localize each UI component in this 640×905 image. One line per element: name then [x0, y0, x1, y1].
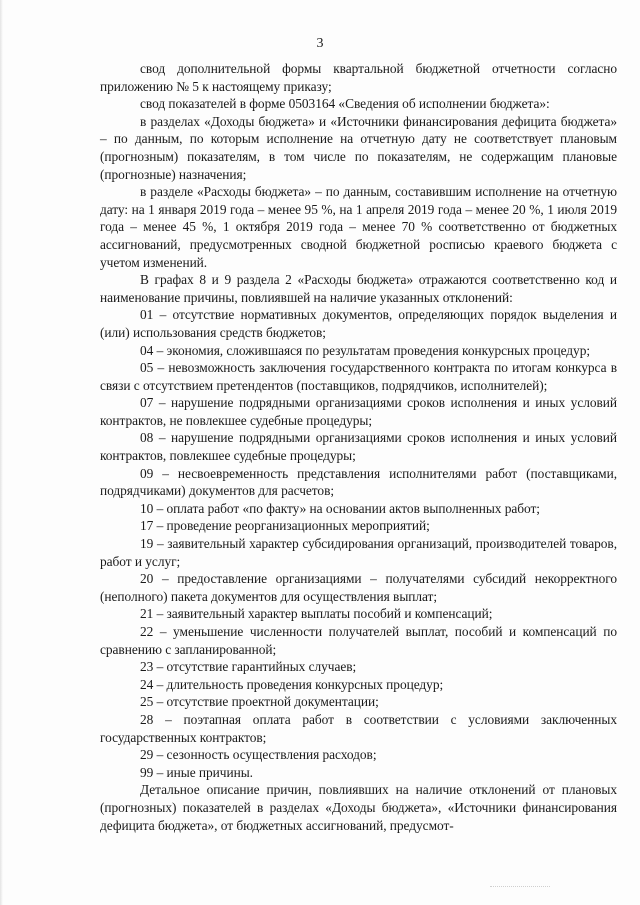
paragraph-income-sections: в разделах «Доходы бюджета» и «Источники финансирования дефицита бюджета» – по данным, по которым исполнение на отчетную дату не соответствует плановым (прогнозным) показателям, в том числе по показателям, не содержащим плановые (прогнозные) назначения;: [100, 113, 617, 182]
reason-code-17: 17 – проведение реорганизационных мероприятий;: [140, 518, 430, 534]
reason-code-28: 28 – поэтапная оплата работ в соответствии с условиями заключенных государственных контрактов;: [100, 711, 617, 745]
reason-code-08: 08 – нарушение подрядными организациями сроков исполнения и иных условий контрактов, повлекшее судебные процедуры;: [100, 430, 617, 464]
document-body: [100, 60, 617, 834]
reason-code-04: 04 – экономия, сложившаяся по результатам проведения конкурсных процедур;: [140, 342, 591, 358]
paragraph-columns-8-9: В графах 8 и 9 раздела 2 «Расходы бюджета» отражаются соответственно код и наименование причины, повлиявшей на наличие указанных отклонений:: [100, 272, 617, 305]
reason-code-99: 99 – иные причины.: [140, 764, 253, 780]
reason-code-05: 05 – невозможность заключения государственного контракта по итогам конкурса в связи с отсутствием претендентов (поставщиков, подрядчиков, исполнителей);: [100, 360, 617, 393]
page-number: 3: [316, 36, 324, 51]
paragraph-expense-section: в разделе «Расходы бюджета» – по данным, составившим исполнение на отчетную дату: на 1 января 2019 года – менее 95 %, на 1 апреля 2019 года – менее 20 %, 1 июля 2019 года – менее 45 %, 1 октября 2019 года – менее 70 % соответственно от бюджетных ассигнований, предусмотренных сводной бюджетной росписью краевого бюджета с учетом изменений.: [100, 184, 617, 270]
reason-code-10: 10 – оплата работ «по факту» на основании актов выполненных работ;: [140, 500, 540, 516]
reason-code-09: 09 – несвоевременность представления исполнителями работ (поставщиками, подрядчиками) документов для расчетов;: [100, 465, 617, 499]
paragraph-detailed-description: Детальное описание причин, повлиявших на наличие отклонений от плановых (прогнозных) показателей в разделах «Доходы бюджета», «Источники финансирования дефицита бюджета», от бюджетных ассигнований, предусмот-: [100, 782, 617, 833]
reason-code-22: 22 – уменьшение численности получателей выплат, пособий и компенсаций по сравнению с запланированной;: [100, 624, 617, 657]
reason-code-25: 25 – отсутствие проектной документации;: [140, 694, 379, 710]
reason-code-23: 23 – отсутствие гарантийных случаев;: [140, 659, 357, 675]
scan-edge: [0, 0, 3, 905]
reason-code-19: 19 – заявительный характер субсидирования организаций, производителей товаров, работ и услуг;: [100, 536, 617, 569]
reason-code-24: 24 – длительность проведения конкурсных процедур;: [140, 676, 444, 692]
reason-code-21: 21 – заявительный характер выплаты пособий и компенсаций;: [140, 606, 493, 622]
scan-artifact: [490, 884, 550, 887]
reason-code-07: 07 – нарушение подрядными организациями сроков исполнения и иных условий контрактов, не повлекшее судебные процедуры;: [100, 395, 617, 428]
paragraph-summary-form-5: свод дополнительной формы квартальной бюджетной отчетности согласно приложению № 5 к настоящему приказу;: [100, 61, 617, 94]
reason-code-20: 20 – предоставление организациями – получателями субсидий некорректного (неполного) пакета документов для осуществления выплат;: [100, 571, 617, 604]
reason-code-01: 01 – отсутствие нормативных документов, определяющих порядок выделения и (или) использования средств бюджетов;: [100, 307, 617, 340]
paragraph-form-0503164: свод показателей в форме 0503164 «Сведения об исполнении бюджета»:: [140, 96, 550, 112]
reason-code-29: 29 – сезонность осуществления расходов;: [140, 747, 377, 763]
